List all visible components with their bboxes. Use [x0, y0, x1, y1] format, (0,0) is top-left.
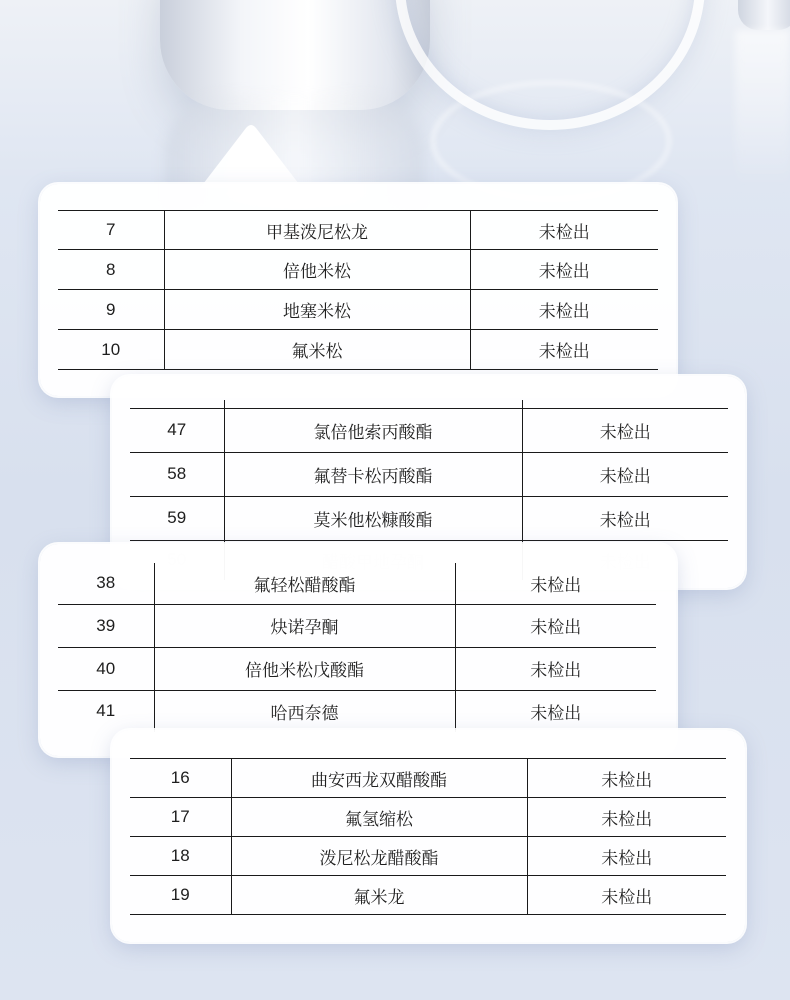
table-row	[58, 211, 658, 250]
substance-name: 氟替卡松丙酸酯	[224, 452, 522, 496]
test-result: 未检出	[455, 690, 656, 732]
substance-name: 甲基泼尼松龙	[164, 211, 470, 250]
test-result: 未检出	[455, 604, 656, 647]
test-result: 未检出	[522, 452, 728, 496]
table-row	[130, 452, 728, 496]
row-number: 18	[130, 837, 231, 876]
row-number: 40	[58, 647, 154, 690]
table-row	[58, 647, 656, 690]
table-row	[130, 876, 726, 915]
result-table-3	[58, 563, 656, 732]
substance-name: 泼尼松龙醋酸酯	[231, 837, 527, 876]
row-number: 7	[58, 211, 164, 250]
row-number: 9	[58, 290, 164, 330]
substance-name: 氟米龙	[231, 876, 527, 915]
table-row	[130, 496, 728, 540]
test-result: 未检出	[522, 408, 728, 452]
row-number: 17	[130, 798, 231, 837]
tube-image	[738, 0, 790, 30]
substance-name: 氟轻松醋酸酯	[154, 563, 455, 604]
table-row	[130, 798, 726, 837]
substance-name: 氯倍他索丙酸酯	[224, 408, 522, 452]
test-result: 未检出	[470, 330, 658, 370]
test-result: 未检出	[527, 798, 726, 837]
row-number: 19	[130, 876, 231, 915]
test-result: 未检出	[527, 837, 726, 876]
table-row	[130, 400, 728, 408]
table-row	[58, 290, 658, 330]
row-number: 39	[58, 604, 154, 647]
table-row	[58, 563, 656, 604]
substance-name: 哈西奈德	[154, 690, 455, 732]
test-result: 未检出	[470, 211, 658, 250]
substance-name: 炔诺孕酮	[154, 604, 455, 647]
table-row	[58, 604, 656, 647]
table-row	[58, 250, 658, 290]
row-number: 8	[58, 250, 164, 290]
result-table-4	[130, 758, 726, 915]
substance-name: 倍他米松戊酸酯	[154, 647, 455, 690]
callout-pointer	[196, 124, 306, 188]
tube-reflection	[735, 30, 790, 190]
row-number: 41	[96, 701, 116, 721]
test-result: 未检出	[522, 496, 728, 540]
row-number: 16	[130, 759, 231, 798]
result-table-1	[58, 210, 658, 370]
table-row	[130, 837, 726, 876]
row-number: 59	[130, 496, 224, 540]
row-number: 58	[130, 452, 224, 496]
substance-name: 曲安西龙双醋酸酯	[231, 759, 527, 798]
substance-name: 氟氢缩松	[231, 798, 527, 837]
substance-name: 氟米松	[164, 330, 470, 370]
test-result: 未检出	[527, 876, 726, 915]
row-number: 38	[58, 563, 154, 604]
table-row	[130, 408, 728, 452]
cosmetic-jar-image	[160, 0, 430, 110]
substance-name: 地塞米松	[164, 290, 470, 330]
table-row	[130, 759, 726, 798]
test-result: 未检出	[455, 563, 656, 604]
test-result: 未检出	[470, 250, 658, 290]
table-row	[58, 330, 658, 370]
substance-name: 倍他米松	[164, 250, 470, 290]
test-result: 未检出	[470, 290, 658, 330]
row-number: 10	[58, 330, 164, 370]
test-result: 未检出	[527, 759, 726, 798]
substance-name: 莫米他松糠酸酯	[224, 496, 522, 540]
test-result: 未检出	[455, 647, 656, 690]
row-number: 47	[130, 408, 224, 452]
table-row	[58, 690, 656, 732]
